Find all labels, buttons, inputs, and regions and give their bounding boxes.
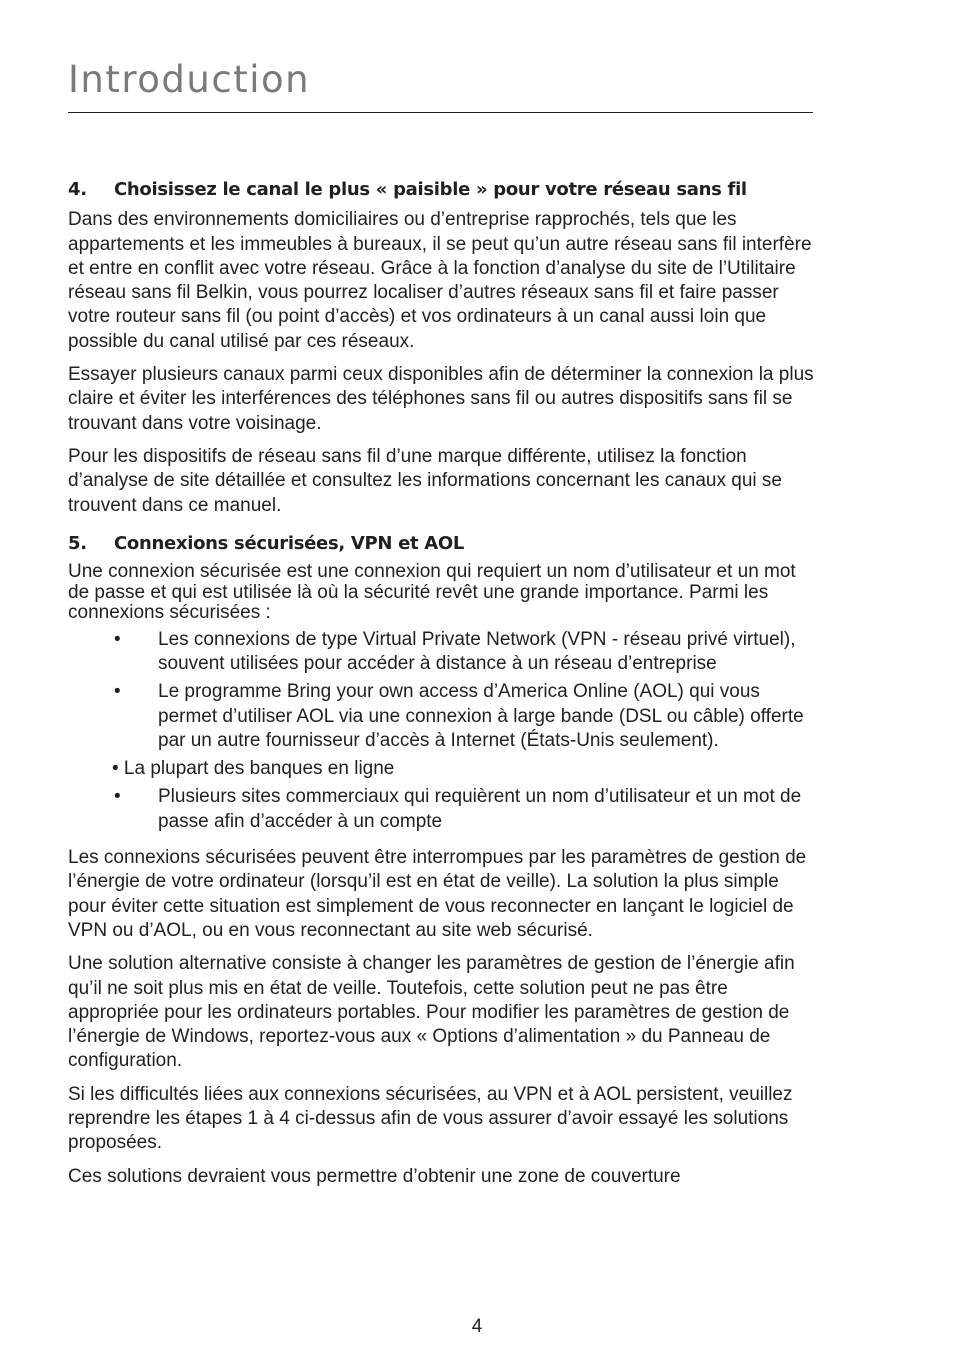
section-4-paragraph: Pour les dispositifs de réseau sans fil d’une marque différente, utilisez la fonction d’analyse de site détaillée et consultez les informations concernant les canaux qui se trouvent dans ce manuel. [68,445,782,516]
section-5-intro: Une connexion sécurisée est une connexion qui requiert un nom d’utilisateur et un mot de passe et qui est utilisée là où la sécurité revêt une grande importance. Parmi les connexions sécurisées : [68,561,796,624]
header-divider [68,112,813,113]
section-5-number: 5. [68,532,87,554]
section-4-number: 4. [68,179,87,200]
section-5-paragraph: Ces solutions devraient vous permettre d’obtenir une zone de couverture [68,1165,681,1187]
page-number: 4 [471,1316,483,1337]
page-content [68,178,820,1198]
section-4-heading [68,178,820,202]
section-4-paragraph: Dans des environnements domiciliaires ou d’entreprise rapprochés, tels que les appartements et les immeubles à bureaux, il se peut qu’un autre réseau sans fil interfère et entre en conflit avec votre réseau. Grâce à la fonction d’analyse du site de l’Utilitaire réseau sans fil Belkin, vous pourrez localiser d’autres réseaux sans fil et faire passer votre routeur sans fil (ou point d’accès) et vos ordinateurs à un canal aussi loin que possible du canal utilisé par ces réseaux. [68,209,812,352]
secure-connection-list [68,628,820,753]
list-item-inline: • La plupart des banques en ligne [112,758,395,780]
list-item-text: Les connexions de type Virtual Private Network (VPN - réseau privé virtuel), souvent utilisées pour accéder à distance à un réseau d’entreprise [158,628,796,674]
page-title: Introduction [68,58,311,101]
section-5-paragraph: Une solution alternative consiste à changer les paramètres de gestion de l’énergie afin qu’il ne soit plus mis en état de veille. Toutefois, cette solution peut ne pas être appropriée pour les ordinateurs portables. Pour modifier les paramètres de gestion de l’énergie de Windows, reportez-vous aux « Options d’alimentation » du Panneau de configuration. [68,953,795,1072]
section-5-heading [68,532,820,556]
bullet-marker: • [114,681,121,703]
section-4-title: Choisissez le canal le plus « paisible » pour votre réseau sans fil [114,179,747,200]
section-5-paragraph: Les connexions sécurisées peuvent être interrompues par les paramètres de gestion de l’énergie de votre ordinateur (lorsqu’il est en état de veille). La solution la plus simple pour éviter cette situation est simplement de vous reconnecter en lançant le logiciel de VPN ou d’AOL, ou en vous reconnectant au site web sécurisé. [68,847,807,941]
list-item [68,628,820,677]
secure-connection-list-continued [68,785,820,834]
bullet-marker: • [114,786,121,808]
section-5-title: Connexions sécurisées, VPN et AOL [114,532,465,554]
list-item-text: Plusieurs sites commerciaux qui requièrent un nom d’utilisateur et un mot de passe afin d’accéder à un compte [158,786,802,832]
list-item [68,680,820,753]
list-item [68,785,820,834]
section-5-paragraph: Si les difficultés liées aux connexions sécurisées, au VPN et à AOL persistent, veuillez reprendre les étapes 1 à 4 ci-dessus afin de vous assurer d’avoir essayé les solutions proposées. [68,1083,793,1154]
bullet-marker: • [114,628,121,650]
list-item-text: Le programme Bring your own access d’America Online (AOL) qui vous permet d’utiliser AOL via une connexion à large bande (DSL ou câble) offerte par un autre fournisseur d’accès à Internet (États-Unis seulement). [158,681,804,751]
section-4-paragraph: Essayer plusieurs canaux parmi ceux disponibles afin de déterminer la connexion la plus claire et éviter les interférences des téléphones sans fil ou autres dispositifs sans fil se trouvant dans votre voisinage. [68,364,814,434]
